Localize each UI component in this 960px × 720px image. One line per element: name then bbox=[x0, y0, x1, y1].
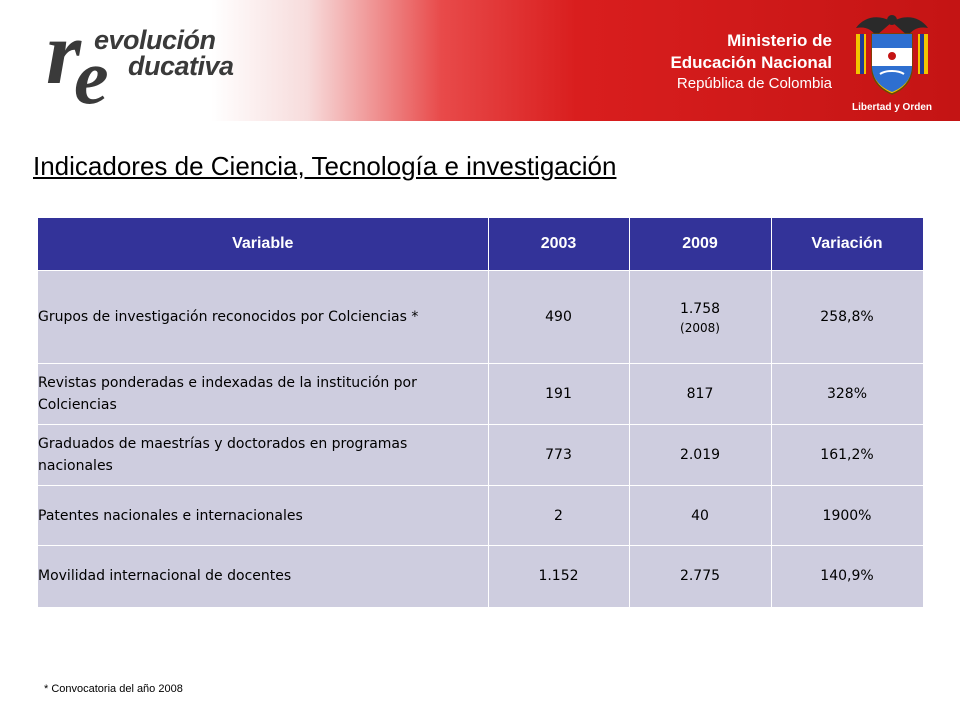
crest-motto: Libertad y Orden bbox=[851, 102, 932, 113]
cell-2009: 817 bbox=[629, 364, 771, 425]
revolucion-educativa-logo bbox=[46, 4, 256, 120]
colombia-coat-of-arms bbox=[842, 8, 942, 118]
cell-variacion: 1900% bbox=[771, 486, 923, 546]
cell-variacion: 328% bbox=[771, 364, 923, 425]
cell-2009 bbox=[629, 271, 771, 364]
cell-2009-note: (2008) bbox=[680, 321, 720, 335]
logo-word-revolucion: evolución bbox=[94, 25, 216, 55]
cell-variable: Movilidad internacional de docentes bbox=[38, 546, 488, 607]
ministry-line-3: República de Colombia bbox=[676, 75, 832, 92]
header-variable: Variable bbox=[38, 218, 488, 271]
cell-variable: Revistas ponderadas e indexadas de la institución por Colciencias bbox=[38, 364, 488, 425]
cell-2003: 490 bbox=[488, 271, 629, 364]
page-title: Indicadores de Ciencia, Tecnología e investigación bbox=[33, 151, 617, 181]
ministry-line-2: Educación Nacional bbox=[670, 53, 832, 72]
indicators-table bbox=[38, 218, 924, 607]
cell-variable: Graduados de maestrías y doctorados en programas nacionales bbox=[38, 425, 488, 486]
table-row bbox=[38, 271, 923, 364]
footnote: * Convocatoria del año 2008 bbox=[44, 683, 183, 695]
header-2003: 2003 bbox=[488, 218, 629, 271]
cell-2003: 2 bbox=[488, 486, 629, 546]
header-banner bbox=[0, 0, 960, 121]
table-row bbox=[38, 486, 923, 546]
cell-2009: 40 bbox=[629, 486, 771, 546]
cell-2003: 191 bbox=[488, 364, 629, 425]
cell-2003: 773 bbox=[488, 425, 629, 486]
cell-2009-value: 1.758 bbox=[679, 301, 721, 317]
cell-2003: 1.152 bbox=[488, 546, 629, 607]
cell-2009: 2.775 bbox=[629, 546, 771, 607]
header-variacion: Variación bbox=[771, 218, 923, 271]
table-row bbox=[38, 546, 923, 607]
cell-variable: Patentes nacionales e internacionales bbox=[38, 486, 488, 546]
table-header-row bbox=[38, 218, 923, 271]
cell-2009: 2.019 bbox=[629, 425, 771, 486]
ministry-line-1: Ministerio de bbox=[727, 31, 832, 50]
cell-variacion: 140,9% bbox=[771, 546, 923, 607]
logo-word-educativa: ducativa bbox=[128, 51, 234, 81]
header-2009: 2009 bbox=[629, 218, 771, 271]
ministry-name bbox=[670, 30, 832, 94]
table-row bbox=[38, 364, 923, 425]
cell-variacion: 258,8% bbox=[771, 271, 923, 364]
cell-variable: Grupos de investigación reconocidos por Colciencias * bbox=[38, 271, 488, 364]
cell-variacion: 161,2% bbox=[771, 425, 923, 486]
table-row bbox=[38, 425, 923, 486]
logo-initial-e: e bbox=[74, 33, 107, 120]
coat-of-arms-icon bbox=[842, 8, 942, 100]
logo-initial-r: r bbox=[46, 4, 80, 103]
